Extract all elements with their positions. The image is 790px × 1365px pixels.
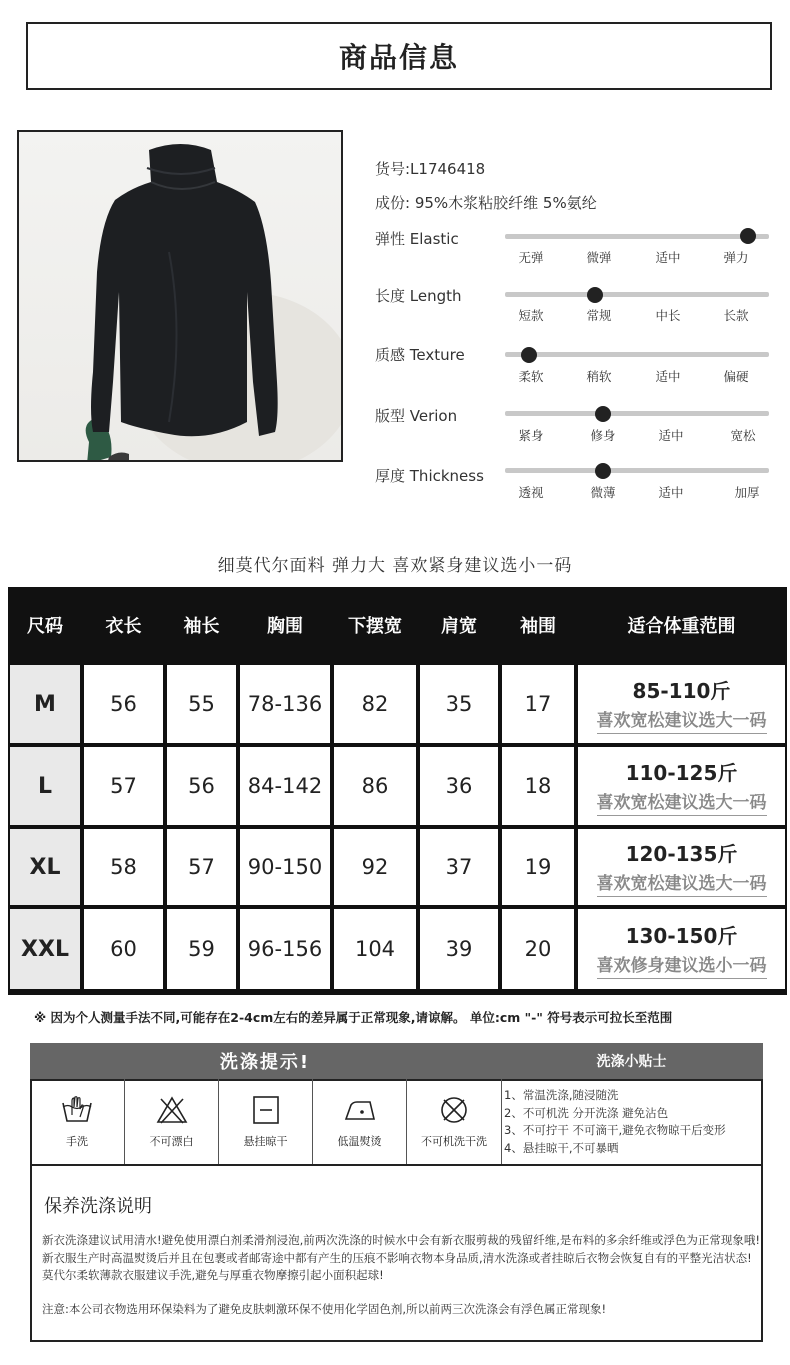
scale-track-version (505, 411, 769, 416)
no-bleach-icon (155, 1095, 189, 1125)
care-icon-cell (125, 1079, 219, 1164)
care-tip-title: 洗涤小贴士 (596, 1054, 667, 1070)
sleeve-cell: 57 (167, 829, 236, 905)
scale-label-elastic: 弹性 Elastic (375, 230, 459, 248)
page-title: 商品信息 (338, 41, 459, 74)
care-icon-cell (313, 1079, 407, 1164)
hem-cell: 86 (334, 747, 416, 825)
length-cell: 57 (84, 747, 163, 825)
cuff-cell: 17 (502, 665, 574, 743)
tick: 短款 (518, 308, 544, 323)
sleeve-cell: 56 (167, 747, 236, 825)
cuff-cell: 18 (502, 747, 574, 825)
tick: 柔软 (518, 369, 544, 384)
tick: 微弹 (586, 250, 612, 265)
scale-track-texture (505, 352, 769, 357)
length-cell: 58 (84, 829, 163, 905)
care-icon-label: 悬挂晾干 (243, 1134, 288, 1148)
col-header-hem: 下摆宽 (348, 616, 402, 637)
tick: 常规 (586, 308, 612, 323)
scale-knob-texture (521, 347, 537, 363)
weight-range: 110-125斤 (625, 760, 738, 785)
length-cell: 60 (84, 909, 163, 989)
scale-track-length (505, 292, 769, 297)
cuff-cell: 19 (502, 829, 574, 905)
scale-knob-version (595, 406, 611, 422)
weight-advice: 喜欢宽松建议选大一码 (597, 706, 767, 734)
size-table (8, 587, 787, 995)
care-icon-label: 不可机洗干洗 (421, 1134, 487, 1148)
tick: 透视 (518, 485, 544, 500)
tick: 微薄 (590, 485, 616, 500)
weight-advice: 喜欢宽松建议选大一码 (597, 869, 767, 897)
col-header-chest: 胸围 (267, 616, 303, 637)
title-banner (26, 22, 772, 90)
care-tips-list (504, 1087, 726, 1157)
hem-cell: 82 (334, 665, 416, 743)
tick: 宽松 (730, 428, 756, 443)
tick: 加厚 (734, 485, 760, 500)
sleeve-cell: 59 (167, 909, 236, 989)
no-machine-wash-icon (437, 1095, 471, 1125)
care-icon-cell (407, 1079, 502, 1164)
tick: 适中 (655, 250, 681, 265)
tick: 弹力 (723, 250, 749, 265)
tick: 稍软 (586, 369, 612, 384)
care-tip-item: 4、悬挂晾干,不可暴晒 (504, 1140, 619, 1155)
chest-cell: 84-142 (240, 747, 330, 825)
weight-cell (578, 665, 785, 743)
tick: 修身 (590, 428, 616, 443)
care-icon-label: 手洗 (66, 1134, 88, 1148)
low-iron-icon (343, 1095, 377, 1125)
tick: 中长 (655, 308, 681, 323)
turtleneck-shirt-image (19, 132, 343, 462)
col-header-sleeve: 袖长 (183, 616, 220, 637)
col-header-cuff: 袖围 (520, 616, 556, 637)
scale-knob-length (587, 287, 603, 303)
tick: 适中 (658, 428, 684, 443)
care-icon-label: 不可漂白 (149, 1134, 194, 1148)
care-icon-label: 低温熨烫 (337, 1134, 382, 1148)
size-cell: M (10, 665, 80, 743)
col-header-weight: 适合体重范围 (627, 616, 736, 637)
care-icon-cell (219, 1079, 313, 1164)
tick: 无弹 (518, 250, 544, 265)
hem-cell: 104 (334, 909, 416, 989)
col-header-length: 衣长 (105, 616, 142, 637)
care-tip-item: 3、不可拧干 不可滴干,避免衣物晾干后变形 (504, 1123, 726, 1137)
scale-track-thickness (505, 468, 769, 473)
length-cell: 56 (84, 665, 163, 743)
weight-range: 85-110斤 (632, 678, 731, 703)
care-tip-item: 1、常温洗涤,随浸随洗 (504, 1088, 619, 1102)
tick: 紧身 (518, 428, 544, 443)
scale-label-thickness: 厚度 Thickness (375, 467, 484, 485)
weight-advice: 喜欢宽松建议选大一码 (597, 788, 767, 816)
tick: 偏硬 (723, 369, 749, 384)
col-header-size: 尺码 (27, 616, 63, 637)
chest-cell: 96-156 (240, 909, 330, 989)
scale-label-version: 版型 Verion (375, 407, 458, 425)
chest-cell: 90-150 (240, 829, 330, 905)
tick: 适中 (658, 485, 684, 500)
shoulder-cell: 37 (420, 829, 498, 905)
weight-cell (578, 829, 785, 905)
care-icon-cell (30, 1079, 125, 1164)
weight-cell (578, 909, 785, 989)
shoulder-cell: 36 (420, 747, 498, 825)
composition-text: 成份: 95%木浆粘胶纤维 5%氨纶 (375, 194, 597, 212)
wash-heading: 保养洗涤说明 (44, 1196, 152, 1217)
wash-notice: 注意:本公司衣物选用环保染料为了避免皮肤刺激环保不使用化学固色剂,所以前两三次洗涤会有浮色属正常现象! (42, 1302, 607, 1316)
scale-label-length: 长度 Length (375, 287, 462, 305)
shoulder-cell: 35 (420, 665, 498, 743)
size-cell: XXL (10, 909, 80, 989)
tick: 长款 (723, 308, 749, 323)
measurement-note: ※ 因为个人测量手法不同,可能存在2-4cm左右的差异属于正常现象,请谅解。 单位:cm "-" 符号表示可拉长至范围 (34, 1010, 673, 1025)
care-tip-item: 2、不可机洗 分开洗涤 避免沾色 (504, 1105, 669, 1120)
weight-advice: 喜欢修身建议选小一码 (597, 951, 767, 979)
chest-cell: 78-136 (240, 665, 330, 743)
wash-paragraph: 新衣洗涤建议试用清水!避免使用漂白剂柔滑剂浸泡,前两次洗涤的时候水中会有新衣服剪裁的残留纤维,是布料的多余纤维或浮色为正常现象哦!新衣服生产时高温熨烫后并且在包裹或者邮寄途中都有产生的压痕不影响衣物本身品质,清水洗涤或者挂晾后衣物会恢复自有的平整光洁状态!莫代尔柔软薄款衣服建议手洗,避免与厚重衣物摩擦引起小面积起球! (42, 1233, 761, 1282)
scale-track-elastic (505, 234, 769, 239)
hem-cell: 92 (334, 829, 416, 905)
scale-label-texture: 质感 Texture (375, 346, 465, 364)
size-cell: XL (10, 829, 80, 905)
size-cell: L (10, 747, 80, 825)
scale-knob-elastic (740, 228, 756, 244)
sleeve-cell: 55 (167, 665, 236, 743)
product-photo (17, 130, 343, 462)
weight-cell (578, 747, 785, 825)
hand-wash-icon (60, 1095, 94, 1125)
weight-range: 130-150斤 (625, 923, 738, 948)
hang-dry-icon (249, 1095, 283, 1125)
shoulder-cell: 39 (420, 909, 498, 989)
tick: 适中 (655, 369, 681, 384)
weight-range: 120-135斤 (625, 841, 738, 866)
col-header-shoulder: 肩宽 (441, 616, 477, 637)
size-subtitle: 细莫代尔面料 弹力大 喜欢紧身建议选小一码 (217, 556, 573, 576)
scale-knob-thickness (595, 463, 611, 479)
sku-text: 货号:L1746418 (375, 160, 486, 178)
care-title: 洗涤提示! (219, 1052, 311, 1073)
cuff-cell: 20 (502, 909, 574, 989)
